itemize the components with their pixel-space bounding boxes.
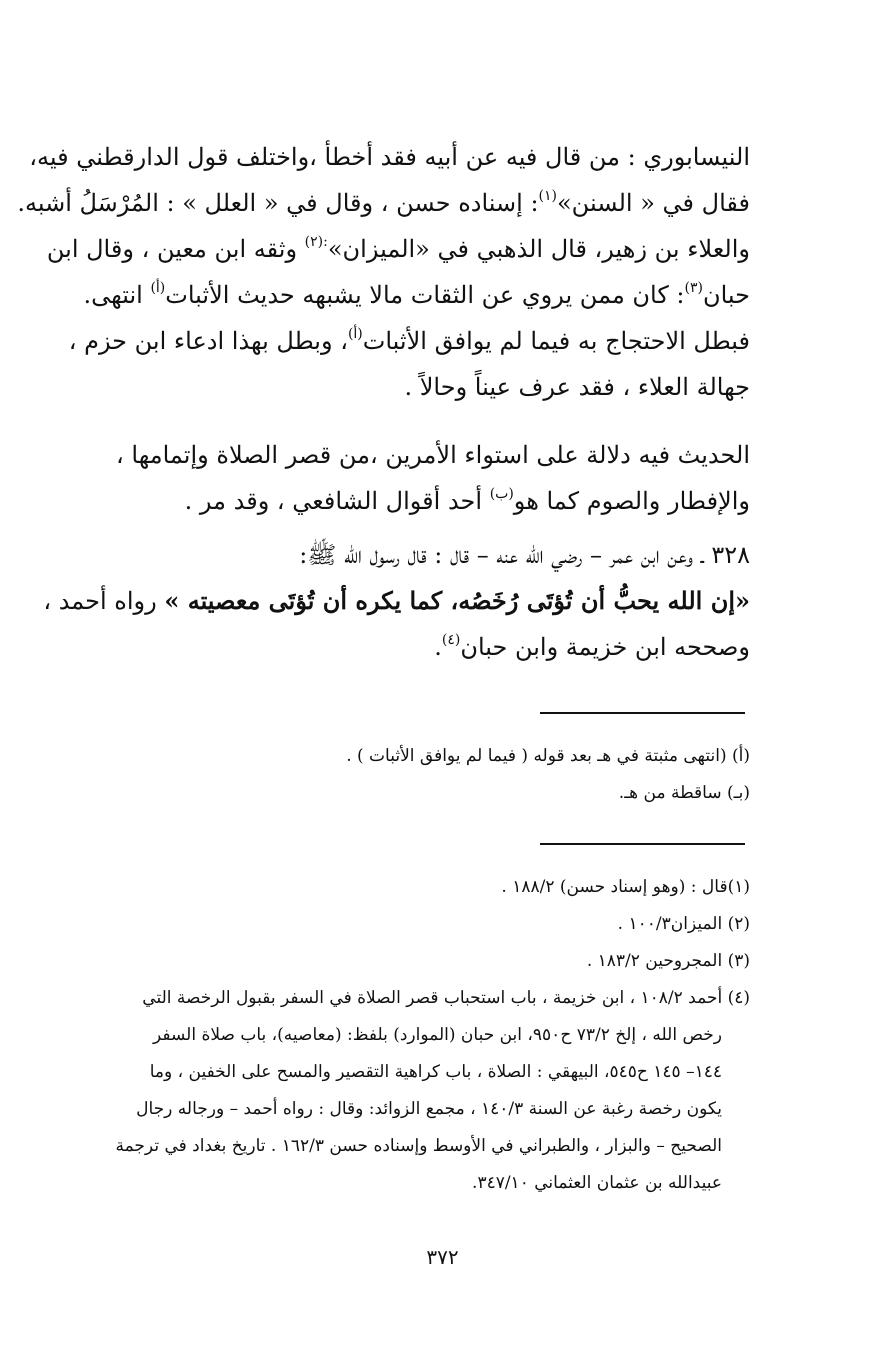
text-line: فقال في « السنن»$^{(١)}$: إسناده حسن ، وقال في « العلل » : المُرْسَلُ أشبه.	[17, 188, 750, 217]
variant-marker: (أ)	[347, 326, 363, 342]
footnote: (٣) المجروحين ١٨٣/٢ .	[586, 951, 750, 971]
footnote-continuation: عبيدالله بن عثمان العثماني ٣٤٧/١٠.	[472, 1173, 722, 1193]
text-line: والعلاء بن زهير، قال الذهبي في «الميزان»$^{:(٢)}$ وثقه ابن معين ، وقال ابن	[46, 234, 750, 263]
text-line: والإفطار والصوم كما هو$^{(ب)}$ أحد أقوال الشافعي ، وقد مر .	[184, 486, 750, 515]
text-line: ٣٢٨ ـ وعن ابن عمر – رضي الله عنه – قال : قال رسول الله ﷺ:	[299, 541, 750, 569]
footnote-continuation: ١٤٤– ١٤٥ ح٥٤٥، البيهقي : الصلاة ، باب كراهية التقصير والمسح على الخفين ، وما	[149, 1062, 722, 1082]
text-line: النيسابوري : من قال فيه عن أبيه فقد أخطأ ،واختلف قول الدارقطني فيه،	[29, 143, 750, 171]
text-line: الحديث فيه دلالة على استواء الأمرين ،من قصر الصلاة وإتمامها ،	[116, 441, 750, 469]
footnote-continuation: الصحيح – والبزار ، والطبراني في الأوسط وإسناده حسن ١٦٢/٣ . تاريخ بغداد في ترجمة	[115, 1136, 722, 1156]
variant-marker: (ب)	[489, 486, 514, 502]
footnote-marker: :(٢)	[304, 234, 328, 250]
footnotes	[78, 869, 750, 1202]
separator-rule	[540, 712, 745, 714]
footnote: (١)قال : (وهو إسناد حسن) ١٨٨/٢ .	[501, 877, 750, 897]
paragraph-1	[17, 134, 750, 410]
hadith-328	[43, 532, 750, 670]
variant-note: (أ) (انتهى مثبتة في هـ بعد قوله ( فيما لم يوافق الأثبات ) .	[346, 746, 750, 766]
hadith-text: «إن الله يحبُّ أن تُؤتَى رُخَصُه، كما يكره أن تُؤتَى معصيته »	[164, 586, 750, 615]
footnote-marker: (٣)	[684, 280, 703, 296]
footnote: (٤) أحمد ١٠٨/٢ ، ابن خزيمة ، باب استحباب قصر الصلاة في السفر بقبول الرخصة التي	[142, 988, 750, 1008]
text-line: وصححه ابن خزيمة وابن حبان$^{(٤)}$.	[434, 632, 750, 661]
text-line: فبطل الاحتجاج به فيما لم يوافق الأثبات$^{(أ)}$، وبطل بهذا ادعاء ابن حزم ،	[68, 326, 750, 355]
page-number: ٣٧٢	[426, 1245, 459, 1269]
footnote-marker: (٤)	[441, 632, 461, 648]
footnote-marker: (١)	[538, 188, 557, 204]
variant-marker: (أ)	[150, 280, 166, 296]
variant-note: (بـ) ساقطة من هـ.	[618, 783, 750, 803]
text-line: «إن الله يحبُّ أن تُؤتَى رُخَصُه، كما يكره أن تُؤتَى معصيته » رواه أحمد ،	[43, 586, 750, 615]
footnote: (٢) الميزان١٠٠/٣ .	[617, 914, 750, 934]
footnote-continuation: رخص الله ، إلخ ٧٣/٢ ح٩٥٠، ابن حبان (الموارد) بلفظ: (معاصيه)، باب صلاة السفر	[153, 1025, 722, 1045]
separator-rule	[540, 843, 745, 845]
text-line: جهالة العلاء ، فقد عرف عيناً وحالاً .	[404, 373, 750, 401]
paragraph-2	[78, 432, 750, 524]
variant-notes	[250, 738, 750, 812]
text-line: حبان$^{(٣)}$: كان ممن يروي عن الثقات مالا يشبهه حديث الأثبات$^{(أ)}$ انتهى.	[83, 280, 750, 309]
footnote-continuation: يكون رخصة رغبة عن السنة ١٤٠/٣ ، مجمع الزوائد: وقال : رواه أحمد – ورجاله رجال	[136, 1099, 722, 1119]
